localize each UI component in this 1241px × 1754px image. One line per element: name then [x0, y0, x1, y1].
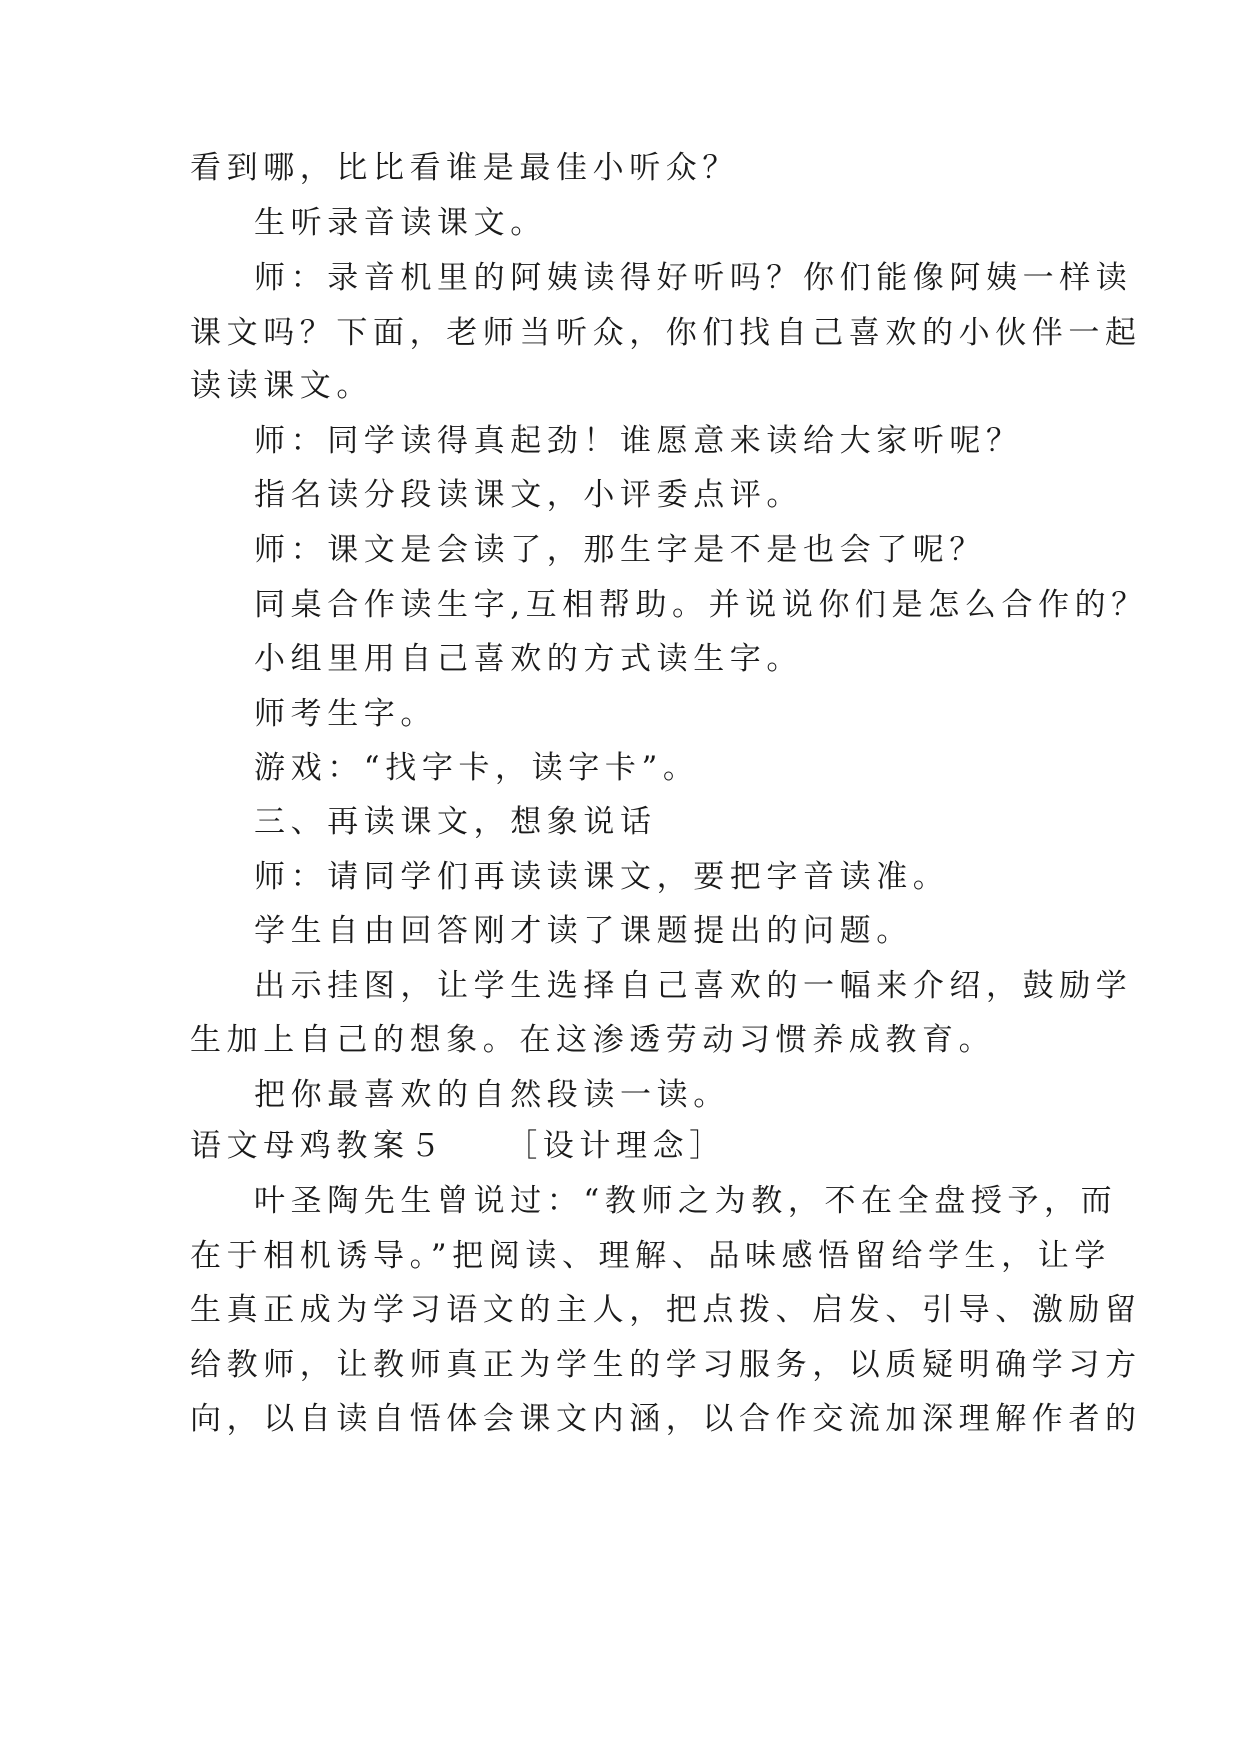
- text-line: 同桌合作读生字,互相帮助。并说说你们是怎么合作的？: [254, 587, 1148, 623]
- text-line: 指名读分段读课文，小评委点评。: [254, 477, 803, 513]
- text-line: 看到哪，比比看谁是最佳小听众？: [190, 150, 739, 186]
- paragraph-line: 叶圣陶先生曾说过：“教师之为教，不在全盘授予，而: [254, 1183, 1118, 1219]
- text-line: 三、再读课文，想象说话: [254, 804, 657, 840]
- text-line: 出示挂图，让学生选择自己喜欢的一幅来介绍，鼓励学: [254, 968, 1133, 1004]
- text-line: 师：课文是会读了，那生字是不是也会了呢？: [254, 532, 986, 568]
- text-line: 读读课文。: [190, 368, 373, 404]
- text-line: 课文吗？下面，老师当听众，你们找自己喜欢的小伙伴一起: [190, 315, 1142, 351]
- text-line: 把你最喜欢的自然段读一读。: [254, 1077, 730, 1113]
- section-label: ［设计理念］: [506, 1128, 726, 1164]
- paragraph-line: 给教师，让教师真正为学生的学习服务，以质疑明确学习方: [190, 1347, 1142, 1383]
- text-line: 生听录音读课文。: [254, 205, 547, 241]
- text-line: 生加上自己的想象。在这渗透劳动习惯养成教育。: [190, 1022, 996, 1058]
- paragraph-line: 生真正成为学习语文的主人，把点拨、启发、引导、激励留: [190, 1292, 1142, 1328]
- section-title: 语文母鸡教案５: [190, 1128, 447, 1164]
- text-line: 学生自由回答刚才读了课题提出的问题。: [254, 913, 913, 949]
- text-line: 师：同学读得真起劲！谁愿意来读给大家听呢？: [254, 423, 1023, 459]
- text-line: 小组里用自己喜欢的方式读生字。: [254, 641, 803, 677]
- section-heading: [190, 1126, 726, 1166]
- text-line: 师考生字。: [254, 696, 437, 732]
- paragraph-line: 在于相机诱导。”把阅读、理解、品味感悟留给学生，让学: [190, 1238, 1111, 1274]
- text-line: 师：录音机里的阿姨读得好听吗？你们能像阿姨一样读: [254, 260, 1133, 296]
- paragraph-line: 向，以自读自悟体会课文内涵，以合作交流加深理解作者的: [190, 1401, 1142, 1437]
- text-line: 师：请同学们再读读课文，要把字音读准。: [254, 859, 950, 895]
- text-line: 游戏：“找字卡，读字卡”。: [254, 750, 700, 786]
